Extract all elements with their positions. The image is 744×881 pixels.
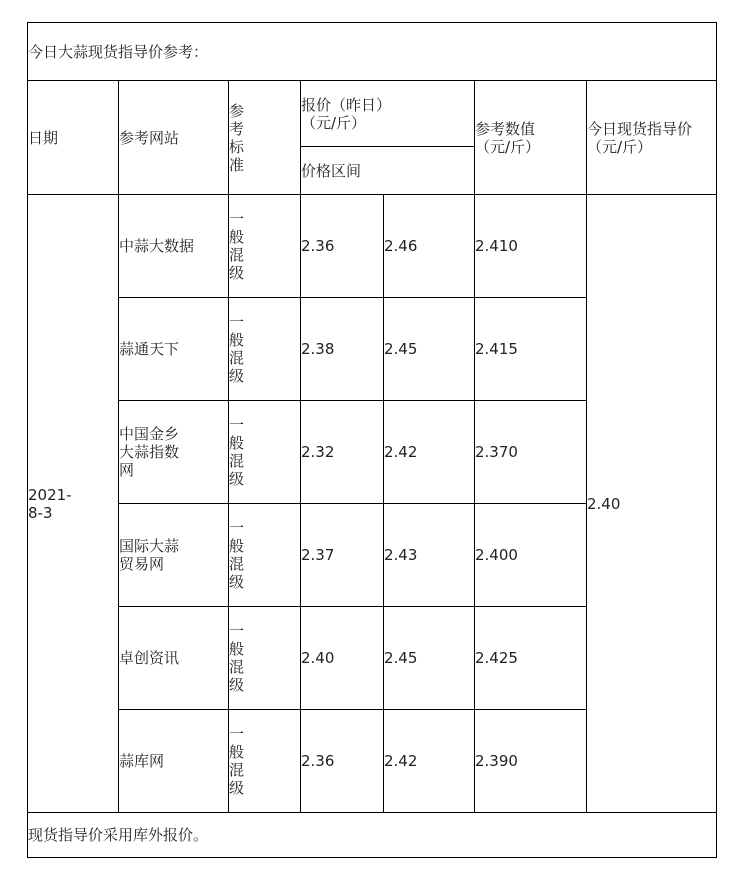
table-title: 今日大蒜现货指导价参考：	[28, 23, 717, 81]
standard-cell	[229, 607, 301, 710]
standard-text: 一般混级	[229, 725, 245, 797]
date-text: 2021-8-3	[28, 485, 72, 522]
standard-cell	[229, 710, 301, 813]
site-cell	[119, 504, 229, 607]
standard-text: 一般混级	[229, 519, 245, 591]
standard-cell	[229, 401, 301, 504]
table-footer-note: 现货指导价采用库外报价。	[28, 813, 717, 858]
table-row	[28, 195, 717, 298]
price-high-cell: 2.43	[384, 504, 475, 607]
price-low-cell: 2.36	[301, 710, 384, 813]
price-table	[27, 22, 717, 858]
standard-cell	[229, 195, 301, 298]
header-site: 参考网站	[119, 81, 229, 195]
today-price-cell: 2.40	[587, 195, 717, 813]
price-high-cell: 2.45	[384, 607, 475, 710]
price-low-cell: 2.38	[301, 298, 384, 401]
standard-text: 一般混级	[229, 622, 245, 694]
reference-value-cell: 2.415	[475, 298, 587, 401]
standard-cell	[229, 298, 301, 401]
price-high-cell: 2.46	[384, 195, 475, 298]
standard-text: 一般混级	[229, 416, 245, 488]
price-low-cell: 2.37	[301, 504, 384, 607]
reference-value-cell: 2.410	[475, 195, 587, 298]
header-reference-text: 参考数值（元/斤）	[475, 119, 541, 156]
header-price-text: 报价（昨日）（元/斤）	[301, 95, 392, 132]
reference-value-cell: 2.425	[475, 607, 587, 710]
site-cell: 蒜库网	[119, 710, 229, 813]
reference-value-cell: 2.390	[475, 710, 587, 813]
price-low-cell: 2.32	[301, 401, 384, 504]
price-high-cell: 2.42	[384, 710, 475, 813]
price-low-cell: 2.40	[301, 607, 384, 710]
price-high-cell: 2.45	[384, 298, 475, 401]
date-cell	[28, 195, 119, 813]
site-cell: 卓创资讯	[119, 607, 229, 710]
reference-value-cell: 2.370	[475, 401, 587, 504]
price-low-cell: 2.36	[301, 195, 384, 298]
standard-text: 一般混级	[229, 210, 245, 282]
header-standard-text: 参考标准	[229, 101, 245, 174]
header-reference	[475, 81, 587, 195]
site-cell: 蒜通天下	[119, 298, 229, 401]
site-cell: 中蒜大数据	[119, 195, 229, 298]
site-text: 国际大蒜贸易网	[119, 537, 180, 573]
header-standard	[229, 81, 301, 195]
header-date: 日期	[28, 81, 119, 195]
header-today-price: 今日现货指导价（元/斤）	[587, 81, 717, 195]
standard-cell	[229, 504, 301, 607]
site-text: 中国金乡大蒜指数网	[119, 425, 180, 479]
reference-value-cell: 2.400	[475, 504, 587, 607]
standard-text: 一般混级	[229, 313, 245, 385]
header-price	[301, 81, 475, 147]
header-price-range: 价格区间	[301, 147, 475, 195]
price-high-cell: 2.42	[384, 401, 475, 504]
site-cell	[119, 401, 229, 504]
